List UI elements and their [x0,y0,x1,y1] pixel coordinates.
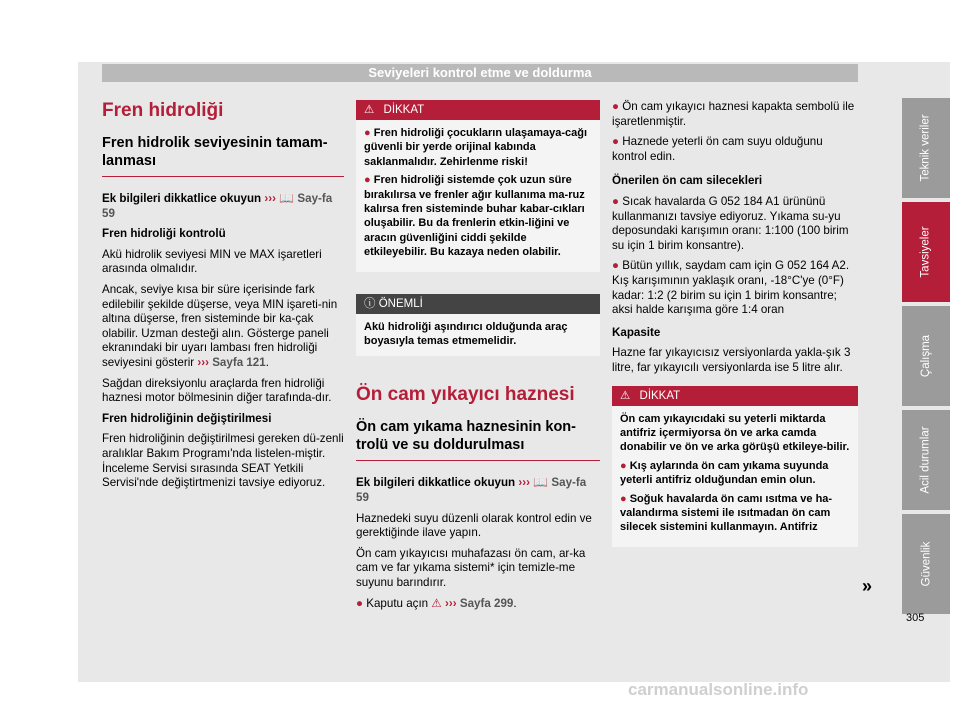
heading-brake-fluid-change: Fren hidroliğinin değiştirilmesi [102,411,272,425]
info-circle-icon: ⓘ [364,297,376,310]
warning-item [364,126,592,169]
warning-text: Fren hidroliği çocukların ulaşamaya-cağı güvenli bir yerde orijinal kabında saklanmalıdır. Zehirlenme riski! [364,127,588,168]
page-reference-link[interactable]: Sayfa 121 [212,355,266,369]
warning-item [364,173,592,259]
warning-item [620,492,850,535]
warning-triangle-icon: ⚠ [431,596,442,610]
list-item [612,100,858,129]
column-1 [102,100,344,497]
list-item: ● Kaputu açın ⚠ ››› Sayfa 299. [356,596,517,610]
warning-item: Ön cam yıkayıcıdaki su yeterli miktarda antifriz içermiyorsa ön ve arka camda donabilir ve ön ve arka görüşü etkileye-bilir. [620,412,850,454]
page-reference-link[interactable]: Say-fa 59 [356,476,587,505]
paragraph: Sağdan direksiyonlu araçlarda fren hidroliği haznesi motor bölmesinin diğer tarafında-dır. [102,376,332,405]
warning-title: DİKKAT [383,104,425,116]
heading-recommended-wipers: Önerilen ön cam silecekleri [612,174,763,188]
warning-text: Soğuk havalarda ön camı ısıtma ve ha-valandırma sistemi ile ısıtmadan ön cam silecek sistemini kullanmayın. Antifriz [620,492,833,534]
list-text: Bütün yıllık, saydam cam için G 052 164 A2. Kış karışımının yaklaşık oranı, -18°C'ye (0°F) kadar: 1:2 (2 birim su için 1 birim konsantre; aksi halde karışıma göre 1:4 oran [612,259,850,317]
paragraph: Haznedeki suyu düzenli olarak kontrol edin ve gerektiğinde ilave yapın. [356,511,592,540]
tab-teknik-veriler[interactable] [902,98,950,198]
section-title-brake-fluid: Fren hidroliği [102,100,224,121]
note-header [356,294,600,314]
list-text: Kaputu açın [366,596,429,610]
arrow-icon: ››› [518,476,530,490]
arrow-icon: ››› [197,355,209,369]
bullet-icon: ● [612,135,620,149]
tab-guvenlik[interactable] [902,514,950,614]
reference-line [102,191,344,221]
list-text: Haznede yeterli ön cam suyu olduğunu kontrol edin. [612,135,823,163]
heading-capacity: Kapasite [612,325,661,339]
warning-header [612,386,858,406]
column-3 [612,100,858,557]
bullet-icon: ● [612,100,620,113]
tab-label: Çalışma [920,334,932,378]
list-item [612,259,858,317]
tab-tavsiyeler[interactable] [902,202,950,302]
list-item [612,195,858,253]
warning-header [356,100,600,120]
continue-arrow-icon: » [862,576,873,596]
subsection-title: Fren hidrolik seviyesinin tamam-lanması [102,134,344,177]
heading-brake-fluid-check: Fren hidroliği kontrolü [102,227,226,241]
arrow-icon: ››› [264,192,276,205]
note-box [356,294,600,357]
bullet-icon: ● [620,492,627,505]
warning-triangle-icon: ⚠ [620,389,631,402]
list-item [612,135,858,164]
page-reference-link[interactable]: Sayfa 299 [459,596,514,610]
paragraph: Ancak, seviye kısa bir süre içerisinde fark edilebilir şekilde düşerse, veya MIN işareti-nin altına düşerse, fren sisteminde bir ka-çak olabilir. Uzman desteği alın. Gösterge paneli ekranındaki bir uyarı lambası fren hidroliği seviyesini gösterir ››› Sayfa 121. [102,282,338,369]
reference-prefix: Ek bilgileri dikkatlice okuyun [102,192,262,205]
column-2 [356,100,600,617]
paragraph-text: Ancak, seviye kısa bir süre içerisinde fark edilebilir şekilde düşerse, veya MIN işareti-nin altına düşerse, fren sisteminde bir ka-çak olabilir. Uzman desteği alın. Gösterge paneli ekranındaki bir uyarı lambası fren hidroliği seviyesini gösterir [102,282,338,369]
tab-label: Acil durumlar [920,426,933,494]
tab-label: Güvenlik [920,541,932,587]
warning-triangle-icon: ⚠ [364,104,375,116]
tab-label: Teknik veriler [920,114,933,182]
section-title-washer-reservoir: Ön cam yıkayıcı haznesi [356,384,575,406]
page-header: Seviyeleri kontrol etme ve doldurma [102,64,858,82]
list-text: Sıcak havalarda G 052 184 A1 ürününü kullanmanızı tavsiye ediyoruz. Yıkama su-yu deposundaki karışımın oranı: 1:100 (100 birim su için 1 birim konsantre). [612,194,849,252]
book-icon: 📖 [279,191,295,205]
bullet-icon: ● [612,194,620,208]
paragraph: Akü hidrolik seviyesi MIN ve MAX işaretleri arasında olmalıdır. [102,247,322,276]
warning-box [356,100,600,272]
warning-title: DİKKAT [639,389,681,402]
bullet-icon: ● [356,596,364,610]
list-text: Ön cam yıkayıcı haznesi kapakta sembolü ile işaretlenmiştir. [612,100,855,128]
warning-body [356,120,600,272]
warning-item [620,459,850,488]
warning-text: Fren hidroliği sistemde çok uzun süre bırakılırsa ve frenler ağır kullanıma ma-ruz kalırsa fren sisteminde buhar kabar-cıkları oluşabilir. Bu da frenlerin etkin-liğini ve aracın güvenliğini ciddi şekilde etkileyebilir. Bu kazaya neden olabilir. [364,174,585,259]
warning-body [612,406,858,547]
warning-text: Kış aylarında ön cam yıkama suyunda yeterli antifriz olduğundan emin olun. [620,459,829,487]
paragraph: Ön cam yıkayıcısı muhafazası ön cam, ar-ka cam ve far yıkama sistemi* için temizle-me suyunu barındırır. [356,546,586,590]
book-icon: 📖 [533,475,549,490]
reference-prefix: Ek bilgileri dikkatlice okuyun [356,476,516,490]
reference-line [356,475,600,505]
bullet-icon: ● [612,259,620,273]
watermark: carmanualsonline.info [628,680,809,699]
note-title: ÖNEMLİ [378,297,423,310]
paragraph: Fren hidroliğinin değiştirilmesi gereken dü-zenli aralıklar Bakım Programı'nda listelen-miştir. İnceleme Servisi sırasında SEAT Yetkili Servisi'nde değiştirtmenizi tavsiye ediyoruz. [102,432,344,490]
bullet-icon: ● [364,127,371,139]
page-number: 305 [906,612,925,624]
tab-acil-durumlar[interactable] [902,410,950,510]
warning-box [612,386,858,547]
tab-calisma[interactable] [902,306,950,406]
note-body: Akü hidroliği aşındırıcı olduğunda araç boyasıyla temas etmemelidir. [356,314,600,357]
bullet-icon: ● [364,174,371,187]
tab-label: Tavsiyeler [920,226,933,278]
bullet-icon: ● [620,459,627,472]
page-reference-link[interactable]: Say-fa 59 [102,192,333,220]
subsection-title: Ön cam yıkama haznesinin kon-trolü ve su doldurulması [356,418,600,461]
paragraph: Hazne far yıkayıcısız versiyonlarda yakla-şık 3 litre, far yıkayıcılı versiyonlarda ise 5 litre alır. [612,346,851,374]
arrow-icon: ››› [445,596,457,610]
